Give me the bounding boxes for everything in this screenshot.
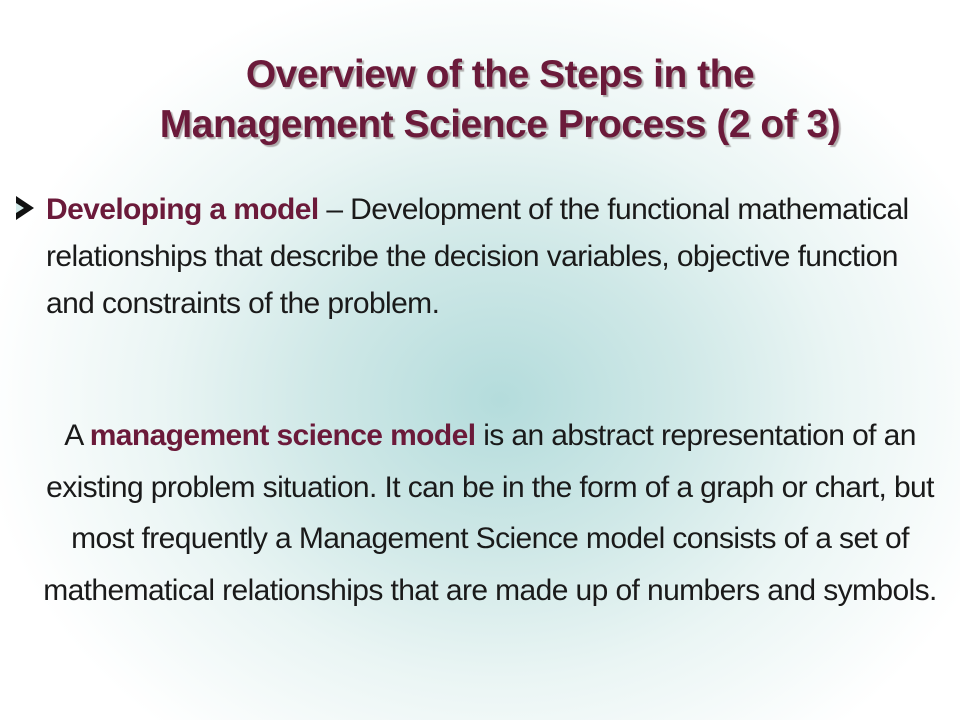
paragraph-term: management science model: [89, 419, 476, 452]
slide-title: [80, 50, 920, 150]
title-line-2: Management Science Process (2 of 3): [159, 103, 841, 146]
bullet-text: Development of the functional mathematical relationships that describe the decision variables, objective function and constraints of the problem.: [46, 193, 909, 320]
paragraph-text: is an abstract representation of an existing problem situation. It can be in the form of a graph or chart, but most frequently a Management Science model consists of a set of mathematical relationships that are made up of numbers and symbols.: [43, 419, 937, 607]
title-line-1: Overview of the Steps in the: [245, 53, 755, 96]
model-definition-paragraph: [40, 410, 940, 616]
arrow-bullet-icon: [16, 196, 34, 220]
bullet-term: Developing a model: [46, 193, 319, 226]
paragraph-prefix: A: [64, 419, 90, 452]
bullet-developing-model: [14, 186, 946, 327]
bullet-dash: –: [318, 193, 351, 226]
